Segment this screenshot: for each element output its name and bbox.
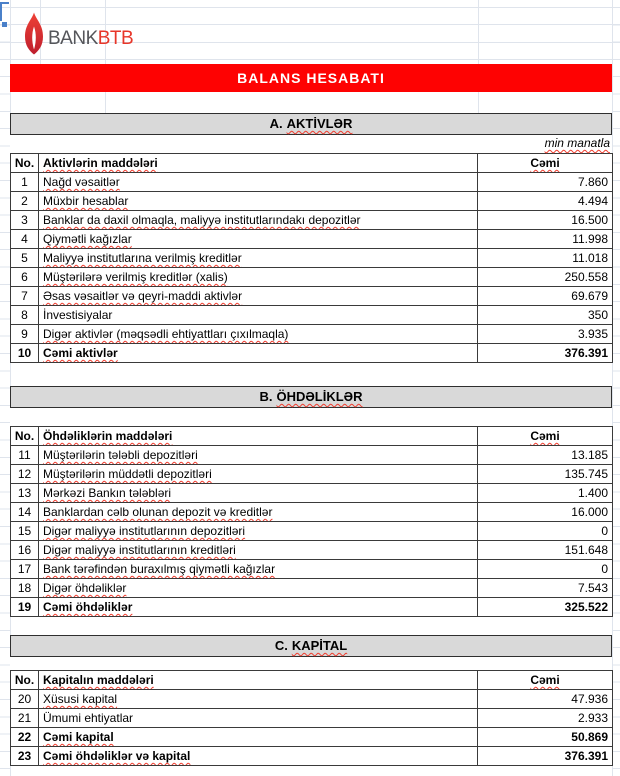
row-number-cell[interactable]: 10: [11, 344, 39, 363]
row-label-cell[interactable]: [39, 484, 478, 503]
row-label: Nağd vəsaitlər: [43, 175, 120, 189]
row-number-cell[interactable]: 9: [11, 325, 39, 344]
table-row[interactable]: [11, 173, 613, 192]
row-label-cell[interactable]: [39, 230, 478, 249]
table-row[interactable]: [11, 541, 613, 560]
row-value-cell[interactable]: 376.391: [478, 747, 613, 766]
row-value-cell[interactable]: 13.185: [478, 446, 613, 465]
unit-note: min manatla: [544, 136, 610, 150]
section-letter: A.: [269, 116, 283, 131]
row-value-cell[interactable]: 350: [478, 306, 613, 325]
report-content: [10, 0, 612, 766]
table-row[interactable]: [11, 287, 613, 306]
row-label-cell[interactable]: [39, 465, 478, 484]
table-row[interactable]: [11, 306, 613, 325]
row-value-cell[interactable]: 7.860: [478, 173, 613, 192]
section-table: [10, 670, 613, 766]
header-items-cell[interactable]: [39, 671, 478, 690]
header-total-label: Cəmi: [530, 429, 560, 443]
row-label: Xüsusi kapital: [43, 692, 118, 706]
header-no-label: No.: [14, 429, 35, 443]
row-value-cell[interactable]: 16.500: [478, 211, 613, 230]
row-label-cell[interactable]: [39, 344, 478, 363]
row-label: Müştərilərə verilmiş kreditlər (xalis): [43, 270, 228, 284]
table-row[interactable]: [11, 560, 613, 579]
section-header-bar[interactable]: [10, 386, 612, 408]
header-total-cell[interactable]: [478, 671, 613, 690]
section-header-bar[interactable]: [10, 635, 612, 657]
row-number-cell[interactable]: 17: [11, 560, 39, 579]
row-number-cell[interactable]: 1: [11, 173, 39, 192]
table-row[interactable]: [11, 192, 613, 211]
table-row[interactable]: [11, 446, 613, 465]
header-total-cell[interactable]: [478, 427, 613, 446]
header-items-cell[interactable]: [39, 427, 478, 446]
row-label: Cəmi kapital: [43, 730, 114, 744]
row-value-cell[interactable]: 4.494: [478, 192, 613, 211]
header-total-label: Cəmi: [530, 673, 560, 687]
logo-row-space: [10, 0, 612, 64]
unit-note-row[interactable]: [10, 408, 612, 426]
row-value-cell[interactable]: 135.745: [478, 465, 613, 484]
row-number-cell[interactable]: 19: [11, 598, 39, 617]
row-value-cell[interactable]: 0: [478, 522, 613, 541]
row-label-cell[interactable]: [39, 503, 478, 522]
row-label: Cəmi aktivlər: [43, 346, 118, 360]
row-number-cell[interactable]: 20: [11, 690, 39, 709]
section-name: AKTİVLƏR: [286, 116, 353, 131]
row-label: Qiymətli kağızlar: [43, 232, 132, 246]
table-row[interactable]: [11, 325, 613, 344]
row-number-cell[interactable]: 18: [11, 579, 39, 598]
table-row[interactable]: [11, 484, 613, 503]
row-value-cell[interactable]: 50.869: [478, 728, 613, 747]
table-row[interactable]: [11, 268, 613, 287]
header-total-cell[interactable]: [478, 154, 613, 173]
header-no-label: No.: [14, 673, 35, 687]
row-value-cell[interactable]: 151.648: [478, 541, 613, 560]
row-number-cell[interactable]: 8: [11, 306, 39, 325]
row-number-cell[interactable]: 23: [11, 747, 39, 766]
section-letter: B.: [259, 389, 273, 404]
header-no-cell[interactable]: [11, 427, 39, 446]
row-label: Cəmi öhdəliklər: [43, 600, 133, 614]
row-value-cell[interactable]: 47.936: [478, 690, 613, 709]
row-label: Mərkəzi Bankın tələbləri: [43, 486, 172, 500]
row-label-cell[interactable]: [39, 173, 478, 192]
row-label-cell[interactable]: [39, 541, 478, 560]
row-label: Banklar da daxil olmaqla, maliyyə institutlarındakı depozitlər: [43, 213, 361, 227]
row-value-cell[interactable]: 2.933: [478, 709, 613, 728]
header-items-label: Aktivlərin maddələri: [43, 156, 158, 170]
section-table: [10, 426, 613, 617]
header-items-cell[interactable]: [39, 154, 478, 173]
row-label-cell[interactable]: [39, 211, 478, 230]
row-label: Banklardan cəlb olunan depozit və kreditlər: [43, 505, 273, 519]
logo-bank-word: BANK: [48, 28, 98, 49]
row-number-cell[interactable]: 4: [11, 230, 39, 249]
row-label: Digər öhdəliklər: [43, 581, 127, 595]
row-label: Digər aktivlər (məqsədli ehtiyattları çıxılmaqla): [43, 327, 289, 341]
table-row[interactable]: [11, 728, 613, 747]
sections-container: [10, 113, 612, 766]
table-row[interactable]: [11, 249, 613, 268]
header-no-cell[interactable]: [11, 154, 39, 173]
row-label-cell[interactable]: [39, 579, 478, 598]
row-label-cell[interactable]: [39, 728, 478, 747]
table-row[interactable]: [11, 211, 613, 230]
row-label-cell[interactable]: [39, 192, 478, 211]
header-total-label: Cəmi: [530, 156, 560, 170]
unit-note-row[interactable]: [10, 135, 612, 153]
header-items-label: Öhdəliklərin maddələri: [43, 429, 173, 443]
row-number-cell[interactable]: 2: [11, 192, 39, 211]
table-row[interactable]: [11, 690, 613, 709]
row-label: Cəmi öhdəliklər və kapital: [43, 749, 191, 763]
section-table: [10, 153, 613, 363]
gridline: [612, 0, 613, 776]
row-label: Müştərilərin müddətli depozitləri: [43, 467, 212, 481]
row-label-cell[interactable]: [39, 287, 478, 306]
row-value-cell[interactable]: 250.558: [478, 268, 613, 287]
table-row[interactable]: [11, 230, 613, 249]
row-value-cell[interactable]: 11.018: [478, 249, 613, 268]
row-value-cell[interactable]: 376.391: [478, 344, 613, 363]
row-label-cell[interactable]: [39, 690, 478, 709]
row-number-cell[interactable]: 22: [11, 728, 39, 747]
table-row[interactable]: [11, 579, 613, 598]
unit-note-row[interactable]: [10, 657, 612, 670]
section-letter: C.: [274, 638, 288, 653]
row-value-cell[interactable]: 11.998: [478, 230, 613, 249]
table-row[interactable]: [11, 747, 613, 766]
row-label: Müştərilərin tələbli depozitləri: [43, 448, 198, 462]
row-label: Bank tərəfindən buraxılmış qiymətli kağızlar: [43, 562, 276, 576]
row-label-cell[interactable]: [39, 560, 478, 579]
row-label-cell[interactable]: [39, 709, 478, 728]
row-number-cell[interactable]: 7: [11, 287, 39, 306]
cell-selection-corner: [0, 2, 9, 21]
row-number-cell[interactable]: 13: [11, 484, 39, 503]
row-label-cell[interactable]: [39, 522, 478, 541]
row-label-cell[interactable]: [39, 598, 478, 617]
section-header-bar[interactable]: [10, 113, 612, 135]
row-number-cell[interactable]: 3: [11, 211, 39, 230]
table-header-row[interactable]: [11, 154, 613, 173]
row-label-cell[interactable]: [39, 446, 478, 465]
table-row[interactable]: [11, 598, 613, 617]
left-gridline-strip: [0, 0, 10, 776]
table-row[interactable]: [11, 503, 613, 522]
row-value-cell[interactable]: 325.522: [478, 598, 613, 617]
table-row[interactable]: [11, 709, 613, 728]
row-label: Müxbir hesablar: [43, 194, 129, 208]
row-label-cell[interactable]: [39, 268, 478, 287]
section-name: KAPİTAL: [291, 638, 348, 653]
row-label-cell[interactable]: [39, 249, 478, 268]
row-label-cell[interactable]: [39, 747, 478, 766]
row-label: İnvestisiyalar: [43, 308, 113, 322]
row-label: Digər maliyyə institutlarının kreditləri: [43, 543, 236, 557]
row-label: Əsas vəsaitlər və qeyri-maddi aktivlər: [43, 289, 243, 303]
logo-btb-word: BTB: [97, 28, 134, 49]
table-row[interactable]: [11, 465, 613, 484]
row-number-cell[interactable]: 21: [11, 709, 39, 728]
report-title: BALANS HESABATI: [237, 70, 385, 86]
row-label: Maliyyə institutlarına verilmiş kreditlər: [43, 251, 242, 265]
row-number-cell[interactable]: 14: [11, 503, 39, 522]
row-value-cell[interactable]: 1.400: [478, 484, 613, 503]
row-value-cell[interactable]: 0: [478, 560, 613, 579]
table-row[interactable]: [11, 522, 613, 541]
row-value-cell[interactable]: 3.935: [478, 325, 613, 344]
row-label: Ümumi ehtiyatlar: [43, 711, 134, 725]
row-number-cell[interactable]: 6: [11, 268, 39, 287]
row-label: Digər maliyyə institutlarının depozitləri: [43, 524, 246, 538]
table-header-row[interactable]: [11, 671, 613, 690]
row-number-cell[interactable]: 16: [11, 541, 39, 560]
spacer: [10, 92, 612, 113]
row-label-cell[interactable]: [39, 325, 478, 344]
section-name: ÖHDƏLİKLƏR: [276, 389, 363, 404]
row-number-cell[interactable]: 5: [11, 249, 39, 268]
header-no-label: No.: [14, 156, 35, 170]
spacer: [10, 617, 612, 635]
row-value-cell[interactable]: 69.679: [478, 287, 613, 306]
report-title-banner[interactable]: [10, 64, 612, 92]
row-number-cell[interactable]: 12: [11, 465, 39, 484]
right-gridline-strip: [612, 0, 620, 776]
header-items-label: Kapitalın maddələri: [43, 673, 154, 687]
table-header-row[interactable]: [11, 427, 613, 446]
cell-fill-handle[interactable]: [2, 22, 7, 27]
row-value-cell[interactable]: 16.000: [478, 503, 613, 522]
row-number-cell[interactable]: 11: [11, 446, 39, 465]
spacer: [10, 363, 612, 386]
header-no-cell[interactable]: [11, 671, 39, 690]
row-number-cell[interactable]: 15: [11, 522, 39, 541]
table-row[interactable]: [11, 344, 613, 363]
row-label-cell[interactable]: [39, 306, 478, 325]
row-value-cell[interactable]: 7.543: [478, 579, 613, 598]
